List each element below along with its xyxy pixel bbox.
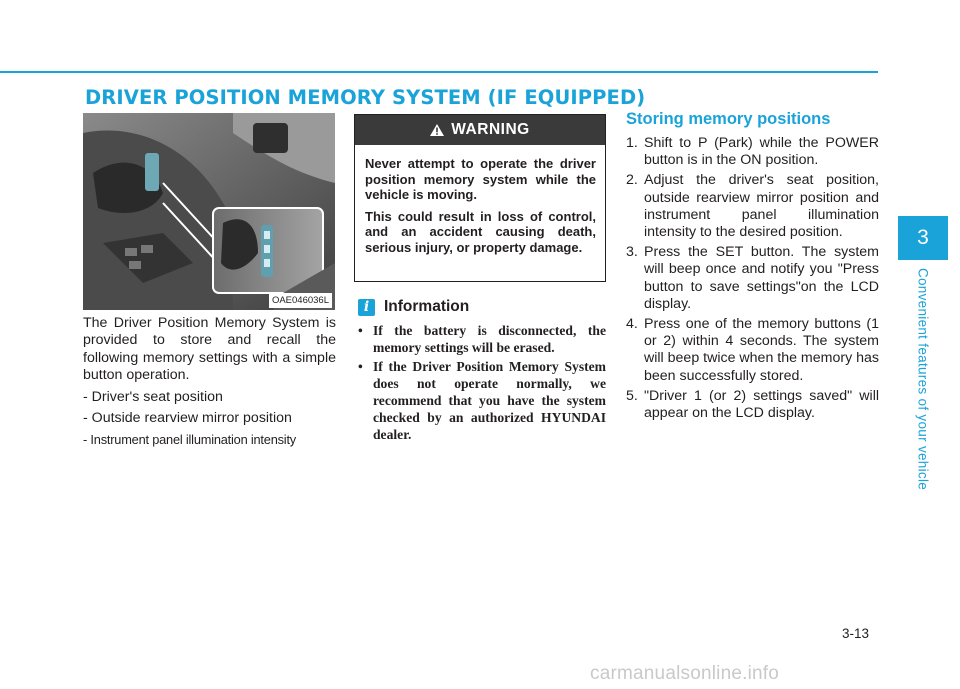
info-icon: i: [358, 299, 375, 316]
chapter-label-text: Convenient features of your vehicle: [915, 267, 931, 491]
warning-triangle-icon: [430, 124, 444, 136]
step-text: Adjust the driver's seat position, outside rearview mirror position and instrument panel illumination intensity to the desired position.: [644, 172, 879, 241]
step-item: [626, 172, 879, 241]
door-panel-illustration: [83, 113, 335, 310]
chapter-label: [916, 264, 930, 494]
information-header: [358, 298, 469, 316]
storing-steps: [626, 135, 879, 422]
step-number: 4.: [626, 316, 638, 333]
watermark: carmanualsonline.info: [590, 663, 780, 684]
information-bullet: [358, 358, 606, 443]
storing-heading: Storing memory positions: [626, 110, 831, 128]
figure-code: OAE046036L: [269, 293, 332, 308]
door-panel-drawing: [83, 113, 335, 310]
step-item: [626, 388, 879, 422]
bullet-icon: •: [358, 323, 363, 338]
step-number: 2.: [626, 172, 638, 189]
page-number: 3-13: [842, 626, 870, 641]
information-bullet-text: If the battery is disconnected, the memory settings will be erased.: [373, 323, 606, 355]
information-bullet-text: If the Driver Position Memory System does not operate normally, we recommend that you have the system checked by an authorized HYUNDAI dealer.: [373, 359, 606, 442]
warning-paragraph: This could result in loss of control, and an accident causing death, serious injury, or property damage.: [365, 208, 596, 255]
information-heading: Information: [384, 298, 470, 315]
intro-item: - Driver's seat position: [83, 388, 223, 405]
header-rule: [0, 71, 878, 73]
bullet-icon: •: [358, 359, 363, 374]
step-item: [626, 316, 879, 385]
step-item: [626, 135, 879, 169]
chapter-tab: 3: [898, 216, 948, 260]
warning-header: [355, 115, 605, 145]
warning-paragraph: Never attempt to operate the driver position memory system while the vehicle is moving.: [365, 156, 596, 202]
intro-item: - Instrument panel illumination intensity: [83, 432, 297, 448]
warning-body: [355, 145, 605, 255]
section-title: DRIVER POSITION MEMORY SYSTEM (IF EQUIPPED): [85, 86, 646, 109]
warning-heading: WARNING: [451, 121, 530, 138]
information-list: [358, 322, 606, 443]
step-text: Shift to P (Park) while the POWER button is in the ON position.: [644, 135, 879, 169]
step-item: [626, 244, 879, 313]
step-number: 5.: [626, 387, 638, 404]
intro-paragraph: The Driver Position Memory System is provided to store and recall the following memory settings with a simple button operation.: [83, 315, 336, 384]
step-text: Press the SET button. The system will beep once and notify you "Press button to save settings"on the LCD display.: [644, 244, 879, 312]
information-bullet: [358, 322, 606, 356]
step-number: 1.: [626, 135, 638, 151]
warning-box: [354, 114, 606, 282]
step-text: "Driver 1 (or 2) settings saved" will appear on the LCD display.: [644, 387, 879, 422]
step-text: Press one of the memory buttons (1 or 2) within 4 seconds. The system will beep twice when the memory has been successfully stored.: [644, 316, 879, 384]
step-number: 3.: [626, 244, 638, 261]
intro-item: - Outside rearview mirror position: [83, 410, 292, 427]
intro-text: [83, 315, 336, 449]
